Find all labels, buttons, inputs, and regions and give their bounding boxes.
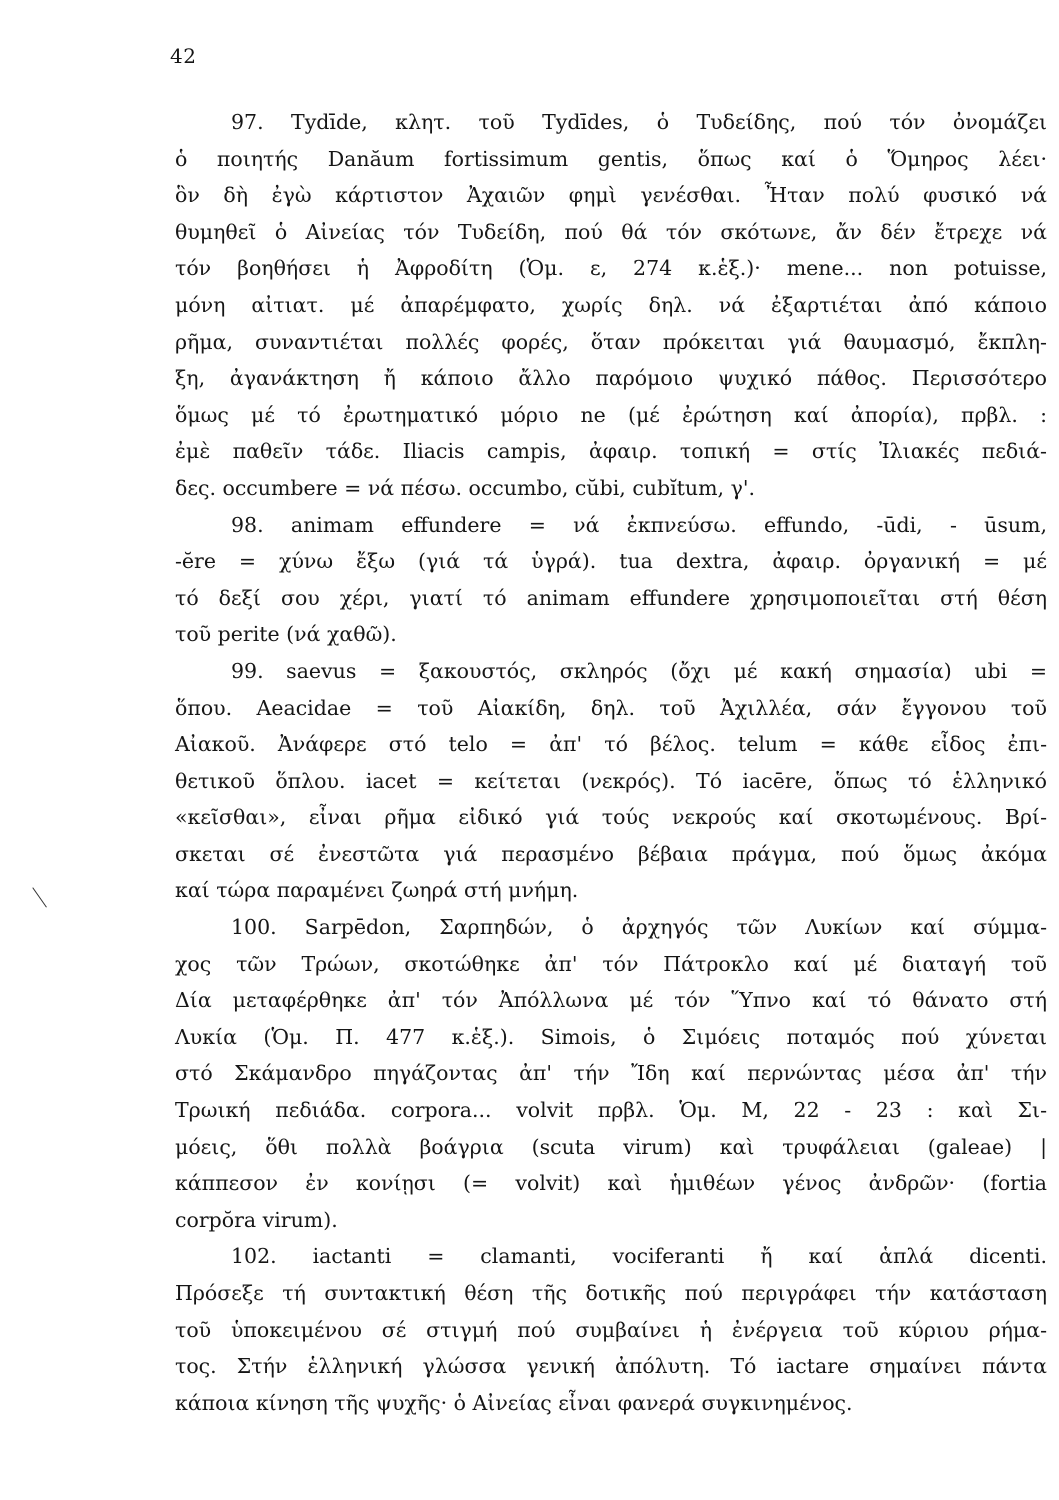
text-line: 100. Sarpēdon, Σαρπηδών, ὁ ἀρχηγός τῶν Λυκίων καί σύμμα- [231, 915, 1047, 940]
text-line: ἐμὲ παθεῖν τάδε. Iliacis campis, ἀφαιρ. τοπική = στίς Ἰλιακές πεδιά- [175, 439, 1047, 464]
text-line: ὃν δὴ ἐγὼ κάρτιστον Ἀχαιῶν φημὶ γενέσθαι. Ἦταν πολύ φυσικό νά [175, 183, 1047, 208]
margin-mark [32, 880, 56, 907]
text-line: 102. iactanti = clamanti, vociferanti ἤ καί ἁπλά dicenti. [231, 1244, 1047, 1269]
text-line: -ĕre = χύνω ἔξω (γιά τά ὑγρά). tua dextra, ἀφαιρ. ὀργανική = μέ [175, 549, 1047, 574]
text-line: Λυκία (Ὁμ. Π. 477 κ.ἑξ.). Simois, ὁ Σιμόεις ποταμός πού χύνεται [175, 1024, 1047, 1049]
text-line: ὅμως μέ τό ἐρωτηματικό μόριο ne (μέ ἐρώτηση καί ἀπορία), πρβλ. : [175, 402, 1047, 427]
text-line: μόνη αἰτιατ. μέ ἀπαρέμφατο, χωρίς δηλ. νά ἐξαρτιέται ἀπό κάποιο [175, 292, 1047, 317]
text-line: ρῆμα, συναντιέται πολλές φορές, ὅταν πρόκειται γιά θαυμασμό, ἔκπλη- [175, 329, 1047, 354]
text-line: 98. animam effundere = νά ἐκπνεύσω. effundo, -ūdi, - ūsum, [231, 512, 1047, 537]
text-line: ὁ ποιητής Danăum fortissimum gentis, ὅπως καί ὁ Ὅμηρος λέει· [175, 146, 1047, 171]
text-line: «κεῖσθαι», εἶναι ρῆμα εἰδικό γιά τούς νεκρούς καί σκοτωμένους. Βρί- [175, 805, 1047, 830]
text-line: μόεις, ὅθι πολλὰ βοάγρια (scuta virum) καὶ τρυφάλειαι (galeae) | [175, 1134, 1047, 1159]
text-line: 99. saevus = ξακουστός, σκληρός (ὄχι μέ κακή σημασία) ubi = [231, 658, 1047, 683]
text-line: στό Σκάμανδρο πηγάζοντας ἀπ' τήν Ἴδη καί περνώντας μέσα ἀπ' τήν [175, 1061, 1047, 1086]
page-number: 42 [170, 44, 197, 68]
text-line: ξη, ἀγανάκτηση ἤ κάποιο ἄλλο παρόμοιο ψυχικό πάθος. Περισσότερο [175, 366, 1047, 391]
text-line: κάππεσον ἐν κονίῃσι (= volvit) καὶ ἡμιθέων γένος ἀνδρῶν· (fortia [175, 1171, 1047, 1196]
text-line: corpŏra virum). [175, 1207, 338, 1232]
text-line: 97. Tydīde, κλητ. τοῦ Tydīdes, ὁ Τυδείδης, πού τόν ὀνομάζει [231, 110, 1047, 134]
text-line: τοῦ ὑποκειμένου σέ στιγμή πού συμβαίνει ἡ ἐνέργεια τοῦ κύριου ρήμα- [175, 1317, 1047, 1342]
text-line: Πρόσεξε τή συντακτική θέση τῆς δοτικῆς πού περιγράφει τήν κατάσταση [175, 1281, 1047, 1305]
text-line: τος. Στήν ἑλληνική γλώσσα γενική ἀπόλυτη. Τό iactare σημαίνει πάντα [175, 1354, 1047, 1379]
text-line: θυμηθεῖ ὁ Αἰνείας τόν Τυδείδη, πού θά τόν σκότωνε, ἄν δέν ἔτρεχε νά [175, 219, 1047, 244]
text-line: Αἰακοῦ. Ἀνάφερε στό telo = ἀπ' τό βέλος. telum = κάθε εἶδος ἐπι- [175, 732, 1047, 757]
text-line: χος τῶν Τρώων, σκοτώθηκε ἀπ' τόν Πάτροκλο καί μέ διαταγή τοῦ [175, 951, 1047, 976]
text-line: Τρωική πεδιάδα. corpora... volvit πρβλ. Ὁμ. Μ, 22 - 23 : καὶ Σι- [175, 1098, 1047, 1123]
text-line: τοῦ perite (νά χαθῶ). [175, 622, 397, 647]
text-line: καί τώρα παραμένει ζωηρά στή μνήμη. [175, 878, 579, 903]
text-line: κάποια κίνηση τῆς ψυχῆς· ὁ Αἰνείας εἶναι φανερά συγκινημένος. [175, 1390, 853, 1415]
commentary-text [175, 104, 1047, 1421]
text-line: σκεται σέ ἐνεστῶτα γιά περασμένο βέβαια πράγμα, πού ὅμως ἀκόμα [175, 841, 1047, 866]
text-line: δες. occumbere = νά πέσω. occumbo, cŭbi, cubĭtum, γ'. [175, 475, 755, 500]
text-line: Δία μεταφέρθηκε ἀπ' τόν Ἀπόλλωνα μέ τόν Ὕπνο καί τό θάνατο στή [175, 988, 1047, 1013]
text-line: θετικοῦ ὅπλου. iacet = κείτεται (νεκρός). Τό iacēre, ὅπως τό ἑλληνικό [175, 768, 1047, 793]
text-line: τόν βοηθήσει ἡ Ἀφροδίτη (Ὁμ. ε, 274 κ.ἑξ.)· mene... non potuisse, [175, 256, 1047, 281]
text-line: ὅπου. Aeacidae = τοῦ Αἰακίδη, δηλ. τοῦ Ἀχιλλέα, σάν ἔγγονου τοῦ [175, 695, 1047, 720]
text-line: τό δεξί σου χέρι, γιατί τό animam effundere χρησιμοποιεῖται στή θέση [175, 585, 1047, 610]
